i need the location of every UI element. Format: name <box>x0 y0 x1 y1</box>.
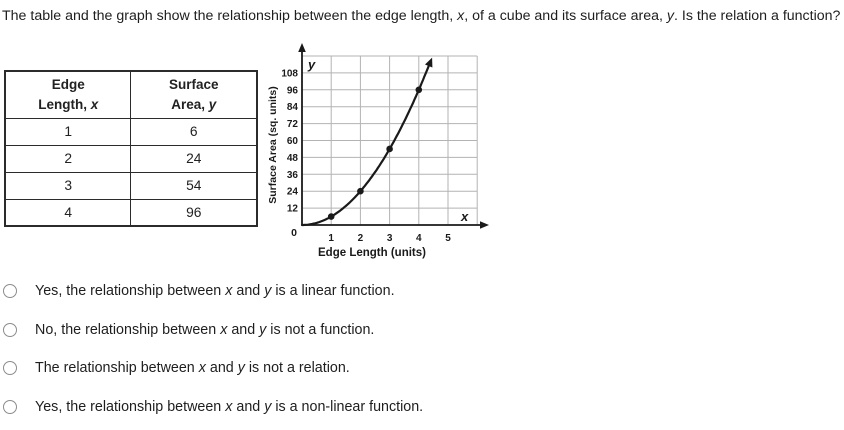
cell-edge-length: 4 <box>5 199 131 226</box>
grid-lines <box>302 56 477 225</box>
radio-button[interactable] <box>3 361 17 375</box>
svg-text:108: 108 <box>281 68 298 80</box>
option-label: No, the relationship between x and y is not a function. <box>35 322 375 338</box>
table-row <box>5 172 257 199</box>
edge-surface-area-table <box>4 70 258 227</box>
data-point <box>416 87 423 94</box>
option-label: The relationship between x and y is not a relation. <box>35 360 350 376</box>
table-row <box>5 199 257 226</box>
question-var-x: x <box>457 8 465 24</box>
cell-surface-area: 24 <box>131 145 257 172</box>
answer-option-not-a-function[interactable] <box>3 322 374 338</box>
data-point <box>357 188 364 195</box>
data-point <box>328 213 335 220</box>
question-text-segment: , of a cube and its surface area, <box>464 8 667 24</box>
curve <box>302 58 432 225</box>
svg-text:y: y <box>308 57 316 72</box>
table-row <box>5 118 257 145</box>
answer-option-nonlinear-function[interactable] <box>3 399 423 415</box>
svg-text:4: 4 <box>416 233 422 244</box>
answer-option-linear-function[interactable] <box>3 283 395 299</box>
svg-text:Surface Area (sq. units): Surface Area (sq. units) <box>267 86 279 204</box>
question-text <box>2 8 844 26</box>
option-label: Yes, the relationship between x and y is a non-linear function. <box>35 399 424 415</box>
question-text-segment: . Is the relation a function? <box>674 8 841 24</box>
svg-text:2: 2 <box>357 233 364 244</box>
svg-text:24: 24 <box>286 186 298 198</box>
svg-text:12: 12 <box>286 203 298 215</box>
cell-surface-area: 6 <box>131 118 257 145</box>
question-var-y: y <box>666 8 674 24</box>
svg-text:72: 72 <box>286 119 298 131</box>
svg-text:1: 1 <box>328 233 334 244</box>
axes <box>298 43 489 229</box>
table-row <box>5 145 257 172</box>
svg-text:x: x <box>461 209 469 224</box>
radio-button[interactable] <box>3 323 17 337</box>
svg-text:60: 60 <box>286 136 298 147</box>
cell-surface-area: 54 <box>131 172 257 199</box>
table-header-row <box>5 71 257 118</box>
svg-text:Edge Length (units): Edge Length (units) <box>318 247 426 259</box>
svg-text:3: 3 <box>386 233 393 244</box>
radio-button[interactable] <box>3 400 17 414</box>
cell-edge-length: 2 <box>5 145 131 172</box>
column-header-edge-length: Edge Length, x <box>5 71 131 118</box>
cell-edge-length: 3 <box>5 172 131 199</box>
svg-text:5: 5 <box>445 233 451 244</box>
radio-button[interactable] <box>3 284 17 298</box>
svg-text:0: 0 <box>291 227 297 239</box>
svg-text:96: 96 <box>286 85 298 97</box>
cell-surface-area: 96 <box>131 199 257 226</box>
column-header-surface-area: Surface Area, y <box>131 71 257 118</box>
option-label: Yes, the relationship between x and y is a linear function. <box>35 283 395 299</box>
svg-text:36: 36 <box>286 169 298 181</box>
svg-text:84: 84 <box>286 102 298 114</box>
surface-area-graph <box>256 40 492 270</box>
data-point <box>386 146 393 153</box>
cell-edge-length: 1 <box>5 118 131 145</box>
question-text-segment: The table and the graph show the relationship between the edge length, <box>2 8 458 24</box>
answer-option-not-a-relation[interactable] <box>3 360 350 376</box>
surface-area-chart-svg <box>256 40 492 270</box>
svg-text:48: 48 <box>286 152 298 164</box>
